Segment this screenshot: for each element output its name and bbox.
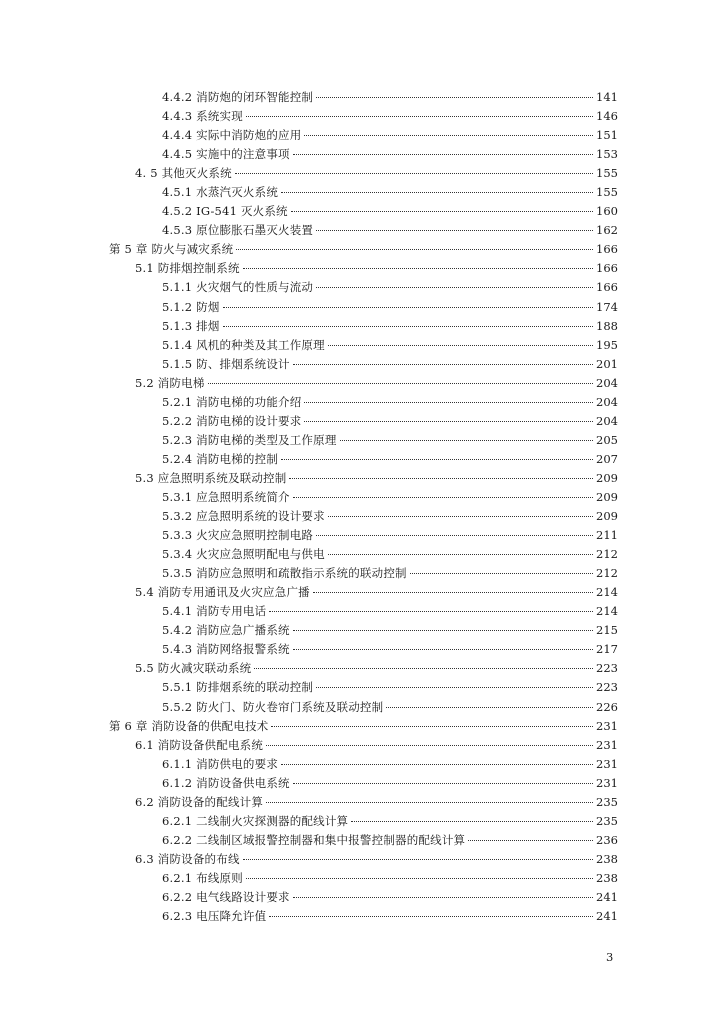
toc-entry-line [162,393,618,412]
toc-entry-page: 238 [596,851,618,866]
dot-leader [313,592,593,593]
dot-leader [246,116,593,117]
toc-entry-line [162,678,618,697]
dot-leader [223,307,594,308]
toc-entry-title: 5.1.1 火灾烟气的性质与流动 [162,280,314,295]
toc-entry[interactable] [0,545,724,564]
toc-entry-line [162,355,618,374]
toc-entry-title: 4.4.3 系统实现 [162,109,243,124]
dot-leader [468,840,593,841]
dot-leader [293,154,593,155]
toc-entry-line [135,374,618,393]
toc-entry-page: 209 [596,489,618,504]
toc-entry[interactable] [0,621,724,640]
toc-entry[interactable] [0,145,724,164]
toc-entry[interactable] [0,526,724,545]
toc-entry[interactable] [0,336,724,355]
toc-entry-line [162,526,618,545]
dot-leader [304,421,593,422]
toc-entry-line [109,240,618,259]
toc-entry-page: 162 [596,223,618,238]
toc-entry-page: 209 [596,470,618,485]
dot-leader [289,478,593,479]
toc-entry[interactable] [0,907,724,926]
dot-leader [316,535,593,536]
toc-entry[interactable] [0,812,724,831]
toc-entry-line [162,640,618,659]
toc-entry-title: 5.5.2 防火门、防火卷帘门系统及联动控制 [162,699,384,714]
toc-entry[interactable] [0,469,724,488]
dot-leader [254,668,593,669]
toc-entry-line [162,488,618,507]
toc-entry[interactable] [0,355,724,374]
toc-entry-page: 166 [596,242,618,257]
dot-leader [293,783,593,784]
dot-leader [281,764,593,765]
dot-leader [316,287,593,288]
toc-entry[interactable] [0,259,724,278]
toc-entry-line [135,736,618,755]
toc-entry-title: 5.3.2 应急照明系统的设计要求 [162,509,325,524]
toc-entry[interactable] [0,869,724,888]
toc-entry-page: 201 [596,356,618,371]
dot-leader [304,402,593,403]
toc-entry-line [162,888,618,907]
toc-entry-line [135,259,618,278]
dot-leader [271,726,593,727]
toc-entry[interactable] [0,888,724,907]
dot-leader [293,497,593,498]
toc-entry-title: 5.2.1 消防电梯的功能介绍 [162,394,302,409]
toc-entry[interactable] [0,564,724,583]
toc-entry-title: 5.3.3 火灾应急照明控制电路 [162,528,314,543]
toc-entry-title: 第 5 章 防火与减灾系统 [109,242,234,257]
toc-entry-line [135,469,618,488]
toc-entry-title: 5.4.2 消防应急广播系统 [162,623,290,638]
dot-leader [281,192,593,193]
toc-entry-line [162,126,618,145]
dot-leader [266,802,593,803]
toc-entry-line [162,412,618,431]
toc-entry-title: 4.5.2 IG-541 灭火系统 [162,204,288,219]
dot-leader [340,440,594,441]
toc-entry-page: 188 [596,318,618,333]
dot-leader [235,173,593,174]
dot-leader [328,554,593,555]
toc-entry-page: 174 [596,299,618,314]
toc-entry[interactable] [0,164,724,183]
toc-entry-page: 212 [596,547,618,562]
toc-entry-line [162,774,618,793]
toc-entry-page: 215 [596,623,618,638]
toc-entry-title: 5.3.5 消防应急照明和疏散指示系统的联动控制 [162,566,407,581]
toc-entry-title: 4.4.2 消防炮的闭环智能控制 [162,90,314,104]
toc-entry-title: 5.2 消防电梯 [135,375,205,390]
toc-entry-page: 141 [596,90,618,104]
toc-entry-page: 212 [596,566,618,581]
toc-entry-line [162,869,618,888]
dot-leader [236,249,593,250]
toc-entry-line [109,717,618,736]
toc-entry-title: 4. 5 其他灭火系统 [135,166,232,181]
toc-entry-line [162,545,618,564]
dot-leader [266,745,593,746]
toc-entry[interactable] [0,393,724,412]
dot-leader [293,649,593,650]
toc-entry-page: 155 [596,185,618,200]
toc-entry-page: 214 [596,585,618,600]
dot-leader [304,135,593,136]
toc-entry-page: 207 [596,451,618,466]
toc-entry-page: 146 [596,109,618,124]
toc-entry-line [162,336,618,355]
toc-entry[interactable] [0,88,724,107]
toc-entry-page: 231 [596,737,618,752]
dot-leader [410,573,593,574]
toc-entry-line [135,659,618,678]
toc-entry-page: 217 [596,642,618,657]
toc-entry[interactable] [0,450,724,469]
toc-entry[interactable] [0,736,724,755]
toc-entry[interactable] [0,488,724,507]
toc-entry-page: 204 [596,413,618,428]
toc-entry-title: 5.2.4 消防电梯的控制 [162,451,279,466]
toc-entry-page: 231 [596,718,618,733]
toc-entry-title: 4.5.3 原位膨胀石墨灭火装置 [162,223,314,238]
toc-entry-page: 231 [596,775,618,790]
dot-leader [328,516,593,517]
toc-entry-line [162,907,618,926]
toc-entry-page: 236 [596,832,618,847]
toc-entry[interactable] [0,221,724,240]
toc-entry-line [162,88,618,107]
toc-entry[interactable] [0,640,724,659]
toc-entry-page: 151 [596,128,618,143]
toc-entry-page: 195 [596,337,618,352]
dot-leader [351,821,593,822]
toc-entry-title: 5.5.1 防排烟系统的联动控制 [162,680,314,695]
toc-entry-line [135,793,618,812]
toc-entry-line [162,431,618,450]
toc-entry-title: 6.2.1 布线原则 [162,870,243,885]
toc-entry-page: 214 [596,604,618,619]
dot-leader [269,611,593,612]
toc-entry[interactable] [0,240,724,259]
toc-entry[interactable] [0,278,724,297]
toc-entry-page: 166 [596,280,618,295]
toc-entry[interactable] [0,583,724,602]
toc-entry-line [162,602,618,621]
toc-entry-line [162,621,618,640]
dot-leader [243,268,593,269]
toc-entry-line [162,278,618,297]
page-number: 3 [606,950,614,964]
toc-entry[interactable] [0,431,724,450]
dot-leader [281,459,593,460]
toc-entry-title: 5.2.3 消防电梯的类型及工作原理 [162,432,337,447]
toc-entry-title: 第 6 章 消防设备的供配电技术 [109,718,269,733]
toc-entry-title: 6.1.1 消防供电的要求 [162,756,279,771]
toc-entry-page: 223 [596,680,618,695]
toc-entry-page: 241 [596,889,618,904]
toc-entry[interactable] [0,717,724,736]
toc-entry-page: 223 [596,661,618,676]
toc-entry[interactable] [0,374,724,393]
toc-entry[interactable] [0,507,724,526]
toc-entry[interactable] [0,298,724,317]
toc-entry-title: 6.2.2 电气线路设计要求 [162,889,290,904]
toc-entry[interactable] [0,659,724,678]
toc-entry-title: 5.1.4 风机的种类及其工作原理 [162,337,325,352]
dot-leader [293,630,593,631]
toc-entry[interactable] [0,698,724,717]
toc-entry-line [135,583,618,602]
toc-entry-page: 235 [596,794,618,809]
toc-entry-page: 153 [596,147,618,162]
dot-leader [293,364,593,365]
toc-entry-title: 5.4 消防专用通讯及火灾应急广播 [135,585,310,600]
toc-entry-title: 6.1 消防设备供配电系统 [135,737,264,752]
toc-entry-title: 5.4.1 消防专用电话 [162,604,267,619]
toc-entry-line [162,755,618,774]
toc-entry[interactable] [0,755,724,774]
toc-entry-title: 4.4.5 实施中的注意事项 [162,147,290,162]
toc-entry-title: 5.1.2 防烟 [162,299,220,314]
toc-entry-title: 5.3.4 火灾应急照明配电与供电 [162,547,325,562]
dot-leader [316,97,593,98]
toc-entry[interactable] [0,412,724,431]
toc-entry-line [162,812,618,831]
toc-entry-title: 6.1.2 消防设备供电系统 [162,775,290,790]
toc-entry-page: 204 [596,375,618,390]
toc-entry-title: 5.5 防火减灾联动系统 [135,661,252,676]
toc-entry-title: 5.3 应急照明系统及联动控制 [135,470,287,485]
toc-entry[interactable] [0,183,724,202]
toc-entry-title: 6.2.1 二线制火灾探测器的配线计算 [162,813,349,828]
toc-entry-line [162,107,618,126]
toc-entry-page: 235 [596,813,618,828]
toc-entry-line [162,507,618,526]
toc-entry-line [135,164,618,183]
toc-entry-page: 231 [596,756,618,771]
dot-leader [316,230,593,231]
toc-entry-title: 5.1 防排烟控制系统 [135,261,240,276]
toc-entry[interactable] [0,850,724,869]
toc-entry-page: 160 [596,204,618,219]
toc-entry-line [162,145,618,164]
toc-entry-title: 6.2 消防设备的配线计算 [135,794,264,809]
toc-entry-title: 5.4.3 消防网络报警系统 [162,642,290,657]
toc-entry[interactable] [0,317,724,336]
toc-entry-page: 226 [596,699,618,714]
toc-entry[interactable] [0,107,724,126]
toc-entry-title: 5.3.1 应急照明系统简介 [162,489,290,504]
dot-leader [293,897,593,898]
dot-leader [328,345,593,346]
toc-entry-title: 5.1.5 防、排烟系统设计 [162,356,290,371]
toc-entry[interactable] [0,774,724,793]
dot-leader [386,707,593,708]
toc-entry-line [162,221,618,240]
dot-leader [316,687,593,688]
toc-entry-page: 166 [596,261,618,276]
toc-entry-title: 5.1.3 排烟 [162,318,220,333]
toc-entry[interactable] [0,831,724,850]
toc-entry-line [162,202,618,221]
toc-entry-line [162,564,618,583]
toc-entry[interactable] [0,126,724,145]
toc-entry-title: 4.5.1 水蒸汽灭火系统 [162,185,279,200]
dot-leader [246,878,593,879]
toc-entry-page: 211 [596,528,618,543]
toc-entry-line [162,298,618,317]
dot-leader [208,383,594,384]
toc-entry[interactable] [0,793,724,812]
dot-leader [243,859,593,860]
toc-entry-title: 5.2.2 消防电梯的设计要求 [162,413,302,428]
dot-leader [223,326,594,327]
toc-entry-line [162,698,618,717]
toc-entry-line [135,850,618,869]
table-of-contents [0,88,724,926]
toc-entry[interactable] [0,678,724,697]
toc-entry-title: 6.2.2 二线制区域报警控制器和集中报警控制器的配线计算 [162,832,466,847]
toc-entry-line [162,317,618,336]
toc-entry[interactable] [0,202,724,221]
toc-entry-title: 4.4.4 实际中消防炮的应用 [162,128,302,143]
toc-entry-page: 209 [596,509,618,524]
dot-leader [291,211,593,212]
toc-entry-title: 6.3 消防设备的布线 [135,851,240,866]
toc-entry-page: 205 [596,432,618,447]
toc-entry-page: 238 [596,870,618,885]
toc-entry-line [162,831,618,850]
toc-entry-page: 155 [596,166,618,181]
toc-entry-line [162,450,618,469]
dot-leader [269,916,593,917]
toc-entry-page: 204 [596,394,618,409]
toc-entry-line [162,183,618,202]
toc-entry-page: 241 [596,909,618,924]
toc-entry-title: 6.2.3 电压降允许值 [162,909,267,924]
toc-entry[interactable] [0,602,724,621]
